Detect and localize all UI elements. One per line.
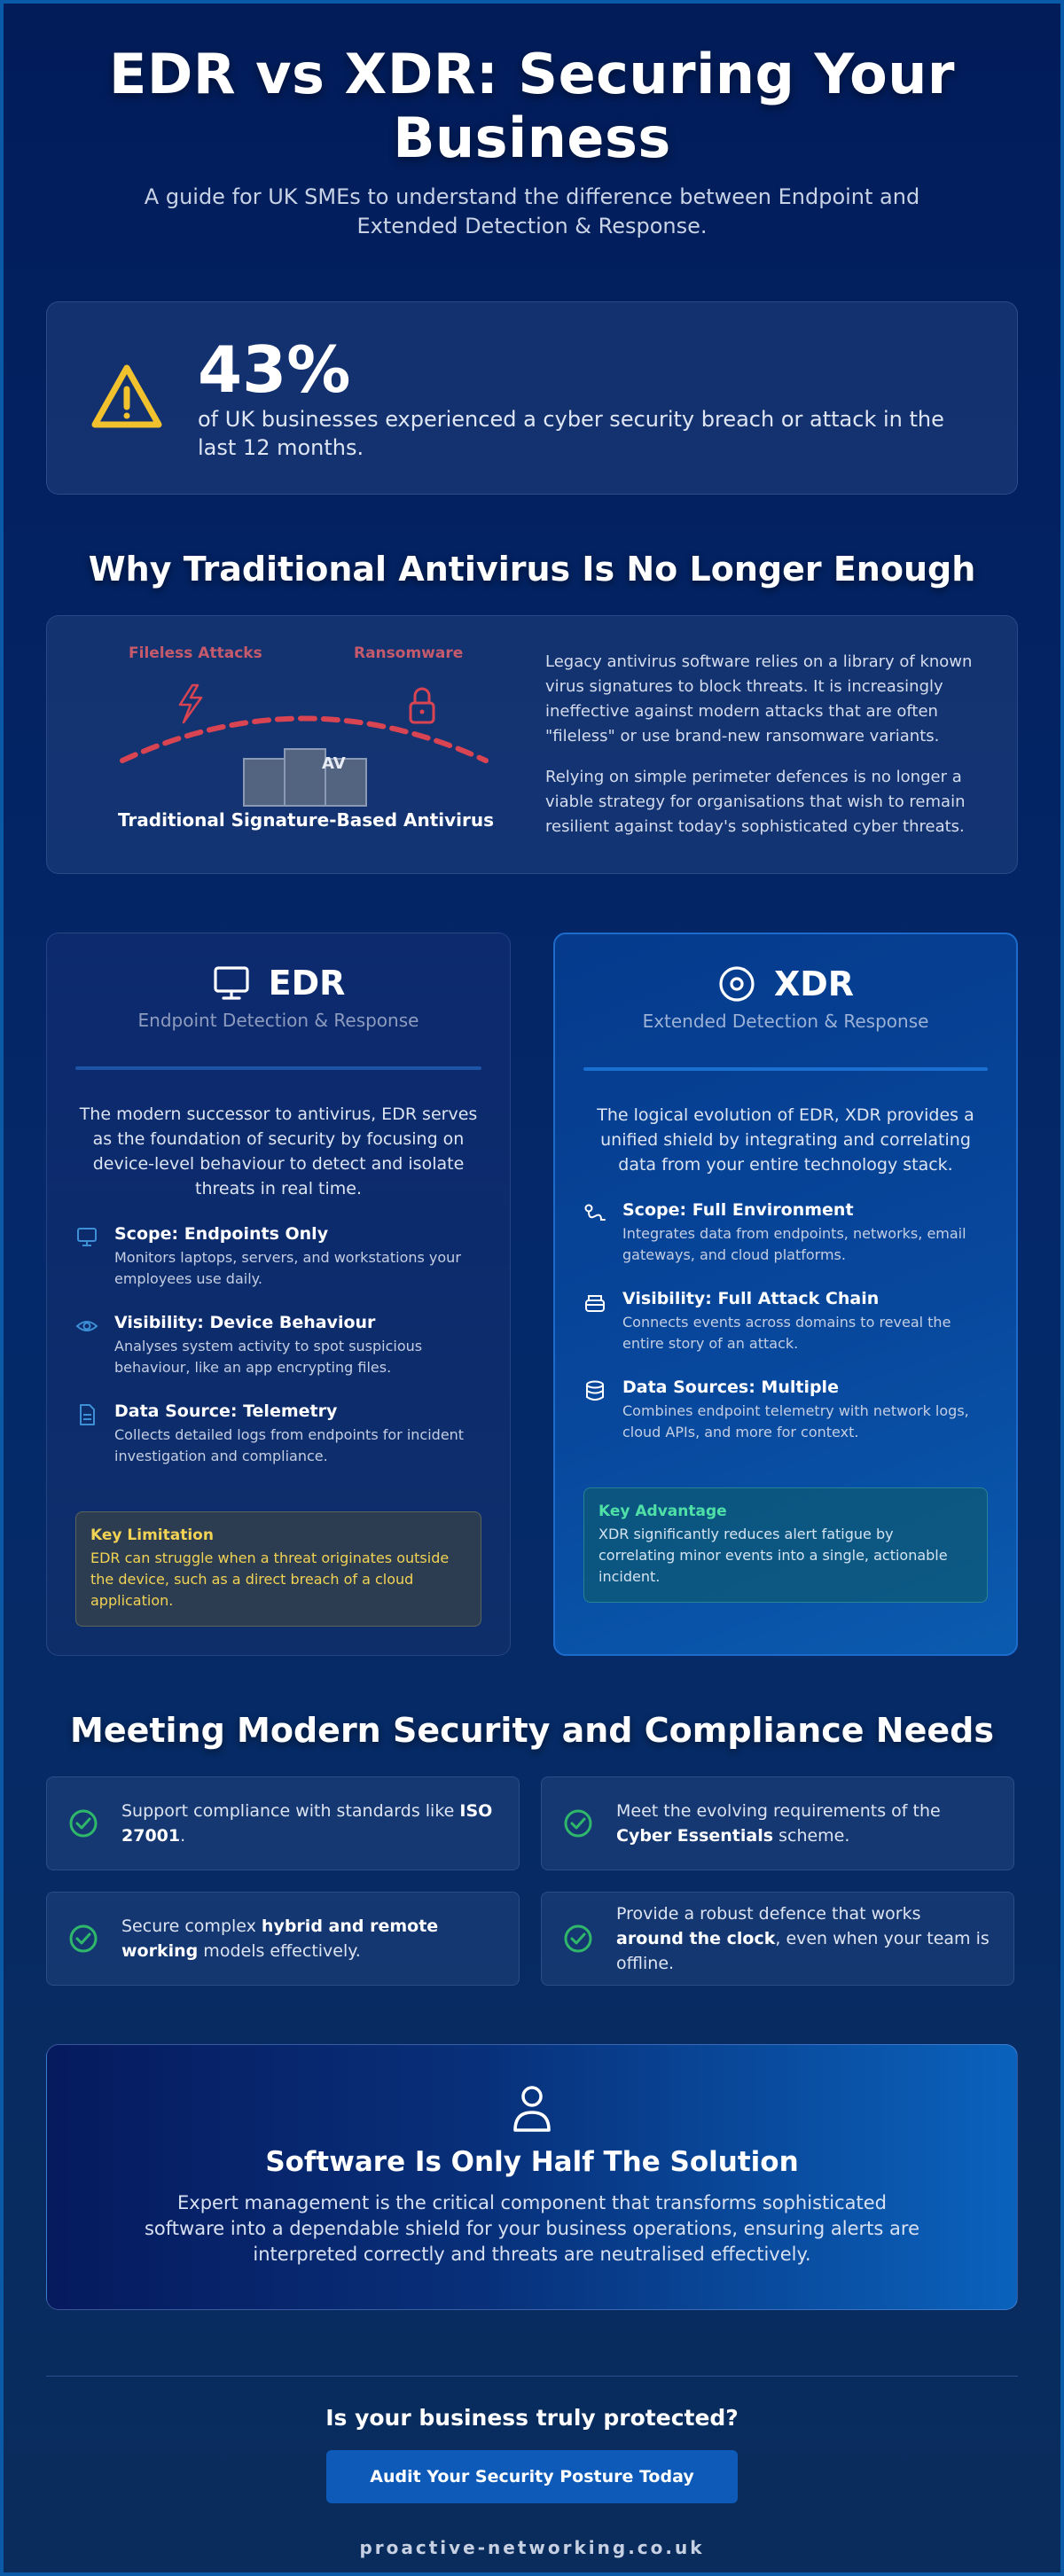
edr-xdr-comparison bbox=[46, 933, 1018, 1656]
edr-subtitle: Endpoint Detection & Response bbox=[137, 1010, 419, 1031]
key-limitation-box bbox=[75, 1511, 481, 1627]
antivirus-paragraph: Legacy antivirus software relies on a library of known virus signatures to block threats. It is increasingly ineffective against modern attacks that are often "fileless" or use brand-new ransomware variants. bbox=[545, 652, 973, 745]
compliance-text bbox=[121, 1799, 497, 1848]
edr-header bbox=[75, 964, 481, 1003]
solution-title: Software Is Only Half The Solution bbox=[265, 2146, 799, 2178]
text-part: , even when your team is offline. bbox=[616, 1929, 990, 1973]
text-emphasis: Cyber Essentials bbox=[616, 1826, 774, 1846]
stat-card bbox=[46, 301, 1018, 495]
text-part: models effectively. bbox=[198, 1941, 361, 1961]
text-emphasis: around the clock bbox=[616, 1929, 776, 1948]
feature-content bbox=[622, 1200, 988, 1266]
feature-description: Connects events across domains to reveal the entire story of an attack. bbox=[622, 1314, 951, 1352]
compliance-text bbox=[616, 1901, 992, 1976]
warning-icon bbox=[90, 361, 164, 435]
section-title-antivirus: Why Traditional Antivirus Is No Longer Enough bbox=[88, 550, 976, 589]
feature-description: Combines endpoint telemetry with network logs, cloud APIs, and more for context. bbox=[622, 1402, 969, 1440]
feature-description: Monitors laptops, servers, and workstations your employees use daily. bbox=[114, 1249, 461, 1287]
solution-text: Expert management is the critical component that transforms sophisticated software into a dependable shield for your business operations, ensuring alerts are interpreted correctly and threats are neutralised effectively. bbox=[144, 2192, 919, 2265]
feature-title: Visibility: Device Behaviour bbox=[114, 1313, 376, 1332]
xdr-card bbox=[553, 933, 1018, 1656]
compliance-grid bbox=[46, 1776, 1018, 1986]
monitor-icon bbox=[75, 1226, 98, 1249]
eye-icon bbox=[75, 1315, 98, 1338]
xdr-header bbox=[583, 964, 988, 1003]
antivirus-description bbox=[545, 650, 989, 855]
feature-content bbox=[622, 1289, 988, 1354]
page-title: EDR vs XDR: Securing Your Business bbox=[109, 42, 955, 170]
check-circle-icon bbox=[563, 1924, 593, 1954]
text-emphasis: ISO 27001 bbox=[121, 1801, 493, 1846]
antivirus-wall-icon bbox=[244, 749, 366, 806]
threat-label-ransomware: Ransomware bbox=[354, 644, 464, 662]
note-text: EDR can struggle when a threat originates outside the device, such as a direct breach of a cloud application. bbox=[90, 1550, 450, 1609]
stat-number: 43% bbox=[198, 332, 351, 407]
xdr-subtitle: Extended Detection & Response bbox=[642, 1011, 929, 1032]
xdr-feature-scope bbox=[583, 1200, 988, 1266]
compliance-item bbox=[46, 1892, 520, 1986]
edr-intro: The modern successor to antivirus, EDR serves as the foundation of security by focusing on device-level behaviour to detect and isolate threats in real time. bbox=[79, 1105, 478, 1198]
note-text: XDR significantly reduces alert fatigue by correlating minor events into a single, actionable incident. bbox=[598, 1526, 948, 1585]
xdr-divider bbox=[583, 1067, 988, 1071]
page-subtitle: A guide for UK SMEs to understand the difference between Endpoint and Extended Detection & Response. bbox=[144, 184, 920, 238]
feature-title: Data Source: Telemetry bbox=[114, 1401, 338, 1421]
edr-feature-scope bbox=[75, 1224, 481, 1290]
footer-divider bbox=[46, 2376, 1018, 2377]
xdr-intro: The logical evolution of EDR, XDR provides a unified shield by integrating and correlating data from your entire technology stack. bbox=[597, 1105, 974, 1175]
antivirus-paragraph: Relying on simple perimeter defences is no longer a viable strategy for organisations that wish to remain resilient against today's sophisticated cyber threats. bbox=[545, 768, 966, 836]
stat-content bbox=[198, 334, 960, 462]
feature-title: Scope: Endpoints Only bbox=[114, 1224, 329, 1244]
text-part: Secure complex bbox=[121, 1916, 262, 1936]
edr-feature-visibility bbox=[75, 1313, 481, 1378]
antivirus-card bbox=[46, 615, 1018, 874]
feature-description: Integrates data from endpoints, networks, email gateways, and cloud platforms. bbox=[622, 1225, 966, 1263]
antivirus-caption: Traditional Signature-Based Antivirus bbox=[117, 809, 495, 831]
text-emphasis: hybrid and remote working bbox=[121, 1916, 439, 1961]
feature-content bbox=[622, 1378, 988, 1443]
check-circle-icon bbox=[68, 1808, 98, 1838]
edr-feature-data-source bbox=[75, 1401, 481, 1467]
feature-description: Collects detailed logs from endpoints for incident investigation and compliance. bbox=[114, 1426, 465, 1464]
lock-icon bbox=[411, 689, 434, 722]
feature-title: Visibility: Full Attack Chain bbox=[622, 1289, 880, 1308]
compliance-item bbox=[46, 1776, 520, 1870]
antivirus-illustration bbox=[109, 641, 499, 809]
edr-divider bbox=[75, 1066, 481, 1070]
document-icon bbox=[75, 1403, 98, 1426]
edr-title: EDR bbox=[268, 964, 346, 1003]
feature-content bbox=[114, 1401, 481, 1467]
note-title: Key Advantage bbox=[598, 1503, 727, 1520]
text-part: Support compliance with standards like bbox=[121, 1801, 460, 1821]
check-circle-icon bbox=[563, 1808, 593, 1838]
cta-question: Is your business truly protected? bbox=[325, 2405, 739, 2431]
monitor-icon bbox=[212, 964, 251, 1003]
lightning-icon bbox=[180, 685, 201, 722]
feature-content bbox=[114, 1313, 481, 1378]
text-part: scheme. bbox=[773, 1826, 850, 1846]
text-part: Meet the evolving requirements of the bbox=[616, 1801, 941, 1821]
text-part: . bbox=[180, 1826, 186, 1846]
target-icon bbox=[717, 964, 756, 1003]
compliance-item bbox=[541, 1776, 1014, 1870]
database-icon bbox=[583, 1379, 606, 1402]
compliance-text bbox=[121, 1914, 497, 1963]
text-part: Provide a robust defence that works bbox=[616, 1904, 921, 1924]
header bbox=[46, 0, 1018, 241]
compliance-item bbox=[541, 1892, 1014, 1986]
feature-title: Data Sources: Multiple bbox=[622, 1378, 839, 1397]
key-advantage-box bbox=[583, 1487, 988, 1603]
feature-description: Analyses system activity to spot suspicious behaviour, like an app encrypting files. bbox=[114, 1338, 423, 1376]
audit-cta-button[interactable]: Audit Your Security Posture Today bbox=[326, 2450, 738, 2503]
solution-banner bbox=[46, 2044, 1018, 2310]
feature-content bbox=[114, 1224, 481, 1290]
edr-card bbox=[46, 933, 511, 1656]
section-title-compliance: Meeting Modern Security and Compliance Needs bbox=[70, 1711, 994, 1750]
threat-label-fileless: Fileless Attacks bbox=[129, 644, 262, 662]
xdr-title: XDR bbox=[773, 964, 855, 1003]
check-circle-icon bbox=[68, 1924, 98, 1954]
note-title: Key Limitation bbox=[90, 1526, 214, 1544]
antivirus-shield-label: AV bbox=[322, 754, 346, 773]
xdr-feature-data-sources bbox=[583, 1378, 988, 1443]
route-icon bbox=[583, 1202, 606, 1225]
compliance-text bbox=[616, 1799, 992, 1848]
feature-title: Scope: Full Environment bbox=[622, 1200, 854, 1220]
person-icon bbox=[511, 2084, 553, 2134]
stat-text: of UK businesses experienced a cyber security breach or attack in the last 12 months. bbox=[198, 407, 944, 460]
xdr-feature-visibility bbox=[583, 1289, 988, 1354]
layers-icon bbox=[583, 1291, 606, 1314]
website-link[interactable]: proactive-networking.co.uk bbox=[359, 2537, 705, 2558]
